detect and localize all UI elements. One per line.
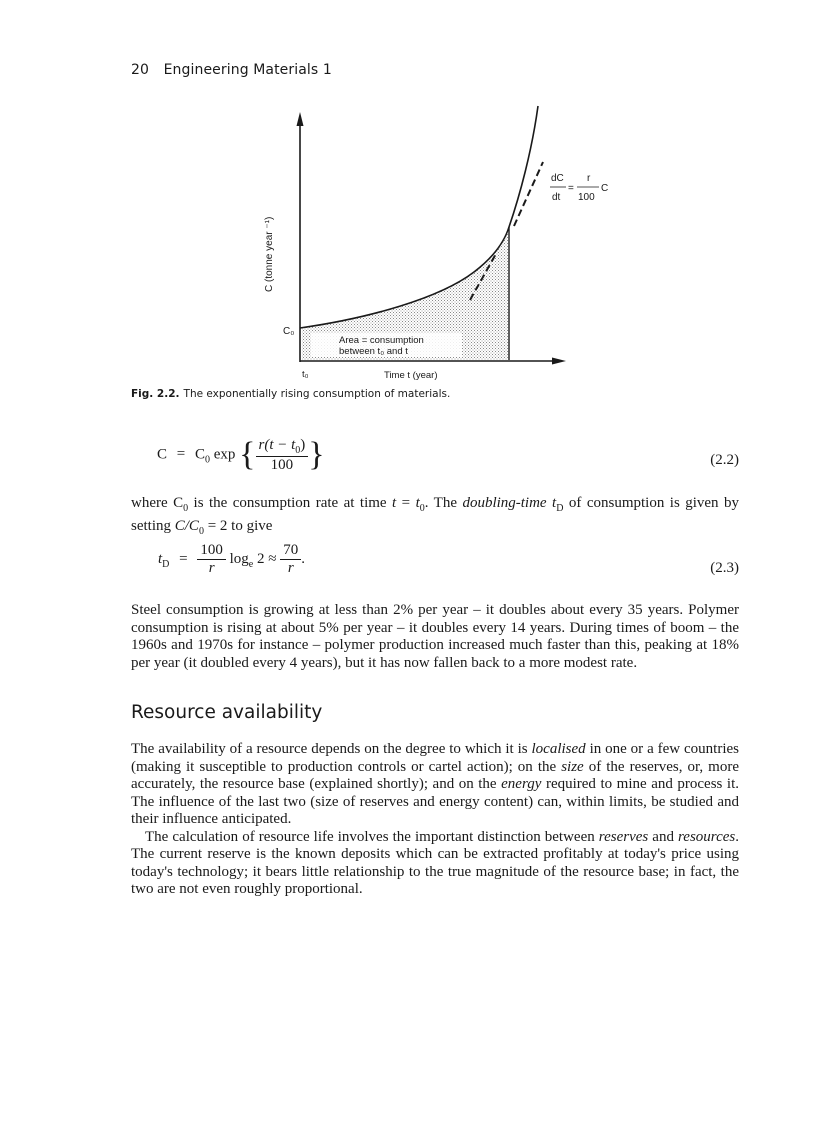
equation-2-3-fraction-2: $\frac{70}{r}$: [280, 542, 301, 577]
x-axis-arrow: [552, 358, 566, 365]
y-axis-label: C (tonne year ⁻¹): [264, 216, 275, 292]
equation-2-3-number: (2.3): [710, 560, 739, 576]
paragraph-growth-rates: Steel consumption is growing at less than 2% per year – it doubles about every 35 years. Polymer consumption is rising at about 5% per year – it doubles every 14 years. During times of boom – the 1960s and 1970s for instance – polymer production increased much faster than this, peaking at 18% per year (it doubled every 4 years), but it has now fallen back to a more modest rate.: [131, 602, 739, 671]
x-axis-label: Time t (year): [384, 370, 438, 381]
tangent-line-upper: [514, 162, 543, 226]
figure-caption-label: Fig. 2.2.: [131, 388, 180, 400]
equation-2-2: $C = C_0$ exp { $\frac{r(t - t_0)}{100}$ }: [157, 436, 325, 473]
equation-2-3-fraction-1: $\frac{100}{r}$: [197, 542, 226, 577]
slope-numerator: dC: [551, 173, 564, 184]
equation-2-2-number: (2.2): [710, 452, 739, 468]
slope-c: C: [601, 183, 609, 194]
t0-label: t₀: [302, 369, 309, 380]
page-number: 20: [131, 62, 150, 78]
slope-hundred: 100: [578, 192, 595, 203]
figure-caption: [131, 388, 450, 400]
y-axis-arrow: [297, 112, 304, 126]
consumption-figure: [0, 0, 816, 400]
paragraph-doubling-intro: where $C_0$ is the consumption rate at time $t = t_0$. The doubling-time $t_D$ of consumption is given by setting $C/C_0 = 2$ to give: [131, 495, 740, 537]
running-title: Engineering Materials 1: [163, 62, 332, 78]
section-title: Resource availability: [131, 702, 323, 723]
equation-2-2-fraction: $\frac{r(t - t_0)}{100}$: [256, 437, 309, 474]
area-label-line1: Area = consumption: [339, 335, 424, 346]
slope-equals: =: [568, 183, 574, 194]
slope-r: r: [587, 173, 591, 184]
area-label-line2: between t₀ and t: [339, 346, 408, 357]
slope-denominator: dt: [552, 192, 561, 203]
paragraph-availability: The availability of a resource depends on the degree to which it is localised in one or a few countries (making it susceptible to production controls or cartel action); on the size of the reserves, or, more accurately, the resource base (explained shortly); and on the energy required to mine and process it. The influence of the last two (size of reserves and energy content) can, within limits, be studied and their influence anticipated. The calculation of resource life involves the important distinction between reserves and resources. The current reserve is the known deposits which can be extracted profitably at today's price using today's technology; it bears little relationship to the true magnitude of the resource base; in fact, the two are not even roughly proportional.: [131, 741, 739, 897]
equation-2-3: $t_D$ = $\frac{100}{r}$ $\log_e 2$ ≈ $\frac{70}{r}$ .: [158, 542, 305, 576]
c0-label: C₀: [283, 326, 295, 337]
figure-caption-text: The exponentially rising consumption of materials.: [183, 388, 451, 400]
